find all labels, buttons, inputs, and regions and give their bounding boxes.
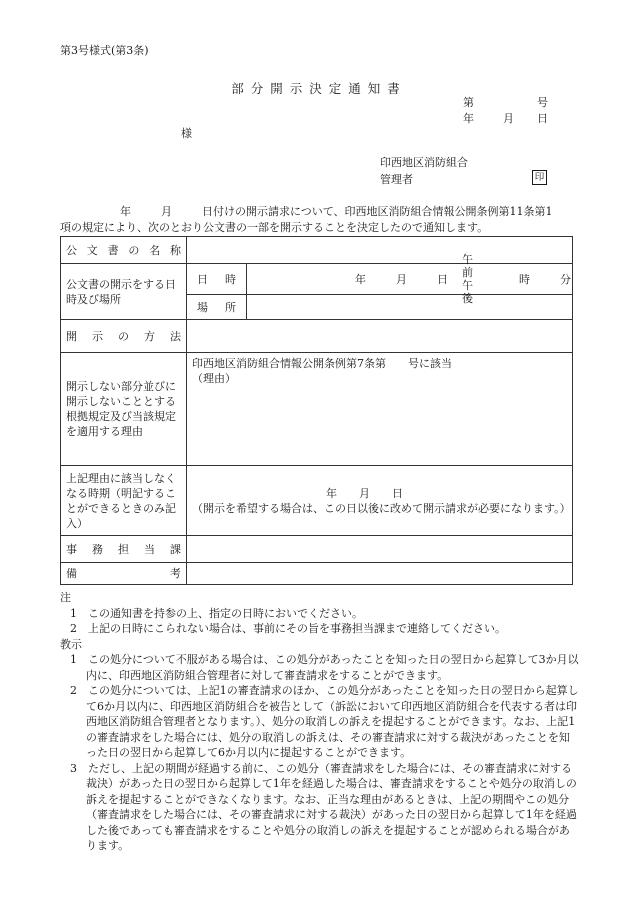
expiry-label: 上記理由に該当しなくなる時期（明記することができるときのみ記入） (61, 466, 187, 536)
number-prefix: 第 (463, 96, 474, 109)
remarks-label: 備考 (61, 563, 187, 585)
intro-month: 月 (161, 205, 172, 218)
datetime-label: 日 時 (187, 264, 247, 295)
date-month-unit: 月 (503, 112, 514, 125)
pm-label: 午後 (462, 279, 473, 305)
instruction-item: 2 この処分については、上記1の審査請求のほか、この処分があったことを知った日の翌日から起算して6か月以内に、印西地区消防組合を被告として（訴訟において印西地区消防組合を代表する者は印西地区消防組合管理者となります。）、処分の取消しの訴えを提起することができます。なお、上記1の審査請求をした場合には、処分の取消しの訴えは、その審査請求に対する裁決があったことを知った日の翌日から起算して6か月以内に提起することができます。 (70, 684, 579, 759)
place-label: 場 所 (187, 295, 247, 320)
date-day-unit: 日 (537, 112, 548, 125)
document-name-field[interactable] (187, 237, 573, 264)
am-pm-choice (462, 253, 473, 305)
undisclosed-reason: （理由） (192, 372, 236, 385)
am-label: 午前 (462, 253, 473, 279)
intro-year: 年 (120, 205, 131, 218)
intro-paragraph (60, 204, 576, 236)
dt-year-unit: 年 (355, 272, 366, 286)
seal-mark: 印 (532, 170, 547, 185)
issuer-manager: 管理者 (380, 173, 413, 186)
number-suffix: 号 (537, 96, 548, 109)
recipient-honorific: 様 (181, 127, 192, 140)
dt-month-unit: 月 (396, 272, 407, 286)
section-field[interactable] (187, 536, 573, 563)
disclosure-datetime-label: 公文書の開示をする日時及び場所 (61, 264, 187, 320)
date-year-unit: 年 (463, 112, 474, 125)
form-number: 第3号様式(第3条) (60, 44, 149, 57)
document-title: 部分開示決定通知書 (231, 81, 407, 96)
method-label: 開示の方法 (61, 320, 187, 353)
dt-day-unit: 日 (437, 272, 448, 286)
intro-line-2: 項の規定により、次のとおり公文書の一部を開示することを決定したので通知します。 (60, 221, 489, 234)
intro-day-text: 日付けの開示請求について、印西地区消防組合情報公開条例第11条第1 (202, 205, 553, 218)
undisclosed-text: 印西地区消防組合情報公開条例第7条第 号に該当 (192, 357, 452, 370)
note-item: 1 この通知書を持参の上、指定の日時においでください。 (70, 606, 363, 620)
remarks-field[interactable] (187, 563, 573, 585)
issuer-organization: 印西地区消防組合 (380, 156, 468, 169)
instruction-item: 1 この処分について不服がある場合は、この処分があったことを知った日の翌日から起算して3か月以内に、印西地区消防組合管理者に対して審査請求をすることができます。 (70, 653, 579, 682)
note-heading: 注 (60, 591, 71, 604)
dt-hour-unit: 時 (519, 272, 530, 286)
method-field[interactable] (187, 320, 573, 353)
instruction-heading: 教示 (60, 637, 82, 651)
undisclosed-label: 開示しない部分並びに開示しないこととする根拠規定及び当該規定を適用する理由 (61, 353, 187, 466)
note-item: 2 上記の日時にこられない場合は、事前にその旨を事務担当課まで連絡してください。 (70, 622, 506, 635)
expiry-field[interactable] (187, 466, 573, 536)
place-field[interactable] (247, 295, 573, 320)
undisclosed-field[interactable] (187, 353, 573, 466)
document-name-label: 公文書の名称 (61, 237, 187, 264)
notes-section (60, 590, 580, 854)
instruction-item: 3 ただし、上記の期間が経過する前に、この処分（審査請求をした場合には、その審査請求に対する裁決）があった日の翌日から起算して1年を経過した場合は、審査請求をすることや処分の取消しの訴えを提起することができなくなります。なお、正当な理由があるときは、上記の期間やこの処分（審査請求をした場合には、その審査請求に対する裁決）があった日の翌日から起算して1年を経過した後であっても審査請求をすることや処分の取消しの訴えを提起することが認められる場合があります。 (70, 761, 577, 852)
dt-minute-unit: 分 (560, 272, 571, 286)
expiry-date: 年 月 日 (326, 486, 403, 500)
expiry-note: （開示を希望する場合は、この日以後に改めて開示請求が必要になります。） (192, 501, 571, 515)
notification-form-table (60, 236, 573, 585)
datetime-field[interactable] (247, 253, 573, 305)
section-label: 事務担当課 (61, 536, 187, 563)
